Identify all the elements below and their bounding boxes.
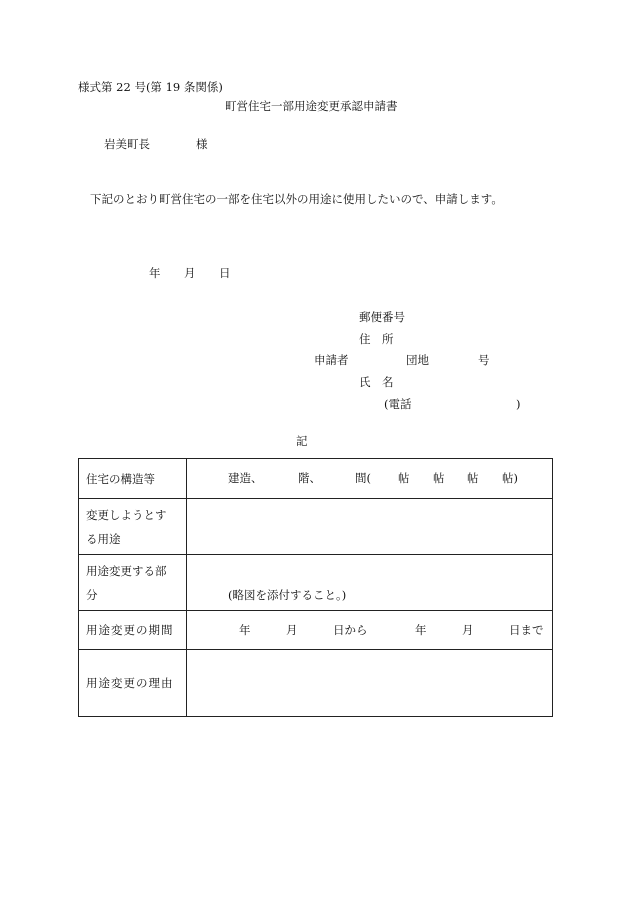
jou-text-3: 帖	[467, 471, 479, 485]
addressee-name: 岩美町長	[104, 137, 150, 151]
address-label: 住 所	[359, 332, 394, 346]
period-start-month: 月	[286, 623, 298, 637]
date-year: 年	[149, 266, 161, 280]
intro-text: 下記のとおり町営住宅の一部を住宅以外の用途に使用したいので、申請します。	[90, 192, 503, 206]
gou-label: 号	[478, 353, 490, 367]
applicant-label: 申請者	[314, 353, 349, 367]
sketch-note: (略図を添付すること。)	[228, 588, 347, 602]
period-end-day: 日まで	[509, 623, 544, 637]
table-row	[79, 650, 553, 717]
jou-text-2: 帖	[433, 471, 445, 485]
reason-label: 用途変更の理由	[79, 650, 187, 717]
kenzou-text: 建造、	[228, 471, 263, 485]
ma-text: 間(	[355, 471, 371, 485]
addressee-honorific: 様	[196, 137, 208, 151]
application-table	[78, 458, 553, 717]
intended-use-label-line2: る用途	[86, 531, 121, 546]
changed-part-label-line1: 用途変更する部	[86, 563, 167, 578]
intended-use-label	[79, 499, 187, 555]
intended-use-value[interactable]	[187, 499, 553, 555]
danchi-label: 団地	[406, 353, 429, 367]
structure-label: 住宅の構造等	[79, 459, 187, 499]
jou-text-1: 帖	[398, 471, 410, 485]
phone-close: )	[516, 397, 521, 411]
form-number: 様式第 22 号(第 19 条関係)	[78, 80, 223, 94]
document-title: 町営住宅一部用途変更承認申請書	[225, 99, 398, 113]
changed-part-value[interactable]	[187, 555, 553, 611]
period-end-month: 月	[462, 623, 474, 637]
jou-text-4: 帖)	[502, 471, 518, 485]
changed-part-label-line2: 分	[86, 587, 98, 602]
phone-label: (電話	[384, 397, 412, 411]
table-row	[79, 499, 553, 555]
structure-value[interactable]	[187, 459, 553, 499]
intended-use-label-line1: 変更しようとす	[86, 507, 167, 522]
period-label: 用途変更の期間	[79, 611, 187, 650]
period-start-year: 年	[239, 623, 251, 637]
name-label: 氏 名	[359, 375, 394, 389]
period-end-year: 年	[415, 623, 427, 637]
period-value[interactable]	[187, 611, 553, 650]
kai-text: 階、	[298, 471, 321, 485]
table-row	[79, 555, 553, 611]
postal-code-label: 郵便番号	[359, 310, 405, 324]
reason-value[interactable]	[187, 650, 553, 717]
period-start-day: 日から	[333, 623, 368, 637]
ki-heading: 記	[296, 434, 308, 448]
table-row	[79, 459, 553, 499]
table-row	[79, 611, 553, 650]
date-day: 日	[219, 266, 231, 280]
changed-part-label	[79, 555, 187, 611]
date-month: 月	[184, 266, 196, 280]
